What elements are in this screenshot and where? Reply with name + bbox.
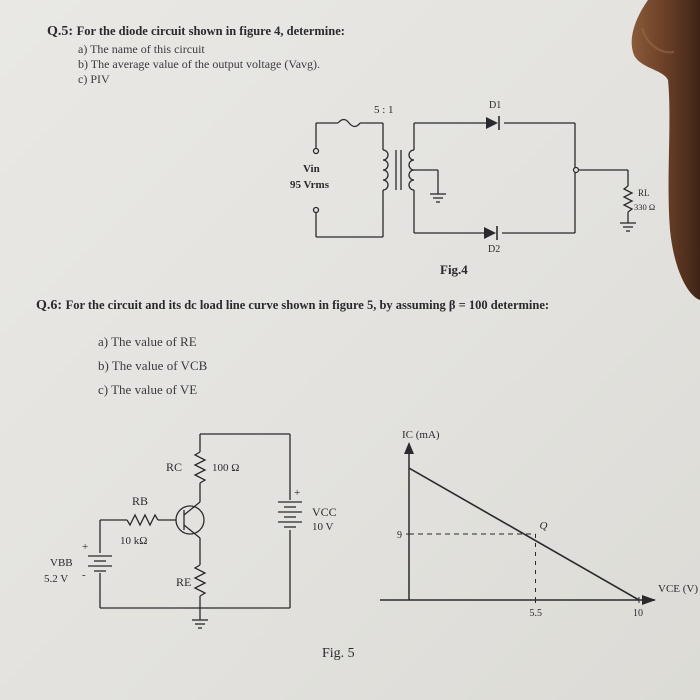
- rb-value: 10 kΩ: [120, 535, 148, 547]
- vbb-label: VBB: [50, 557, 73, 569]
- q6-number: Q.6:: [36, 298, 63, 313]
- vbb-value: 5.2 V: [44, 573, 69, 585]
- y-axis-arrow: [404, 442, 414, 454]
- d1-label: D1: [489, 100, 502, 111]
- load-line-chart: [370, 420, 700, 620]
- rc-value: 100 Ω: [212, 462, 240, 474]
- fig5-caption: Fig. 5: [322, 646, 355, 661]
- fig4-circuit: [0, 90, 700, 290]
- rc-label: RC: [166, 460, 183, 474]
- y-axis-label: IC (mA): [402, 429, 440, 441]
- vbb-battery: [88, 556, 112, 571]
- x-axis-arrow: [642, 595, 656, 605]
- q-point-label: Q: [539, 520, 548, 533]
- q6-item-b: b) The value of VCB: [98, 358, 208, 373]
- rb-label: RB: [132, 494, 149, 508]
- secondary-coil: [409, 150, 414, 190]
- diode-d2: [484, 226, 497, 240]
- output-terminal: [574, 168, 579, 173]
- chart-axes: [380, 444, 655, 600]
- rc-resistor: [195, 452, 205, 483]
- q6-item-a: a) The value of RE: [98, 334, 197, 349]
- fig5-circuit: [0, 420, 370, 640]
- q5-heading: [47, 24, 345, 40]
- x-axis-label: VCE (V): [658, 583, 699, 595]
- q5-number: Q.5:: [47, 24, 74, 39]
- rl-value: 330 Ω: [634, 202, 656, 212]
- re-label: RE: [176, 575, 192, 589]
- d2-label: D2: [488, 244, 501, 255]
- finger-photo-artifact: [628, 0, 700, 300]
- rl-label: RL: [638, 188, 650, 198]
- svg-text:+: +: [294, 487, 301, 499]
- q5-prompt: For the diode circuit shown in figure 4, determine:: [76, 24, 345, 38]
- vcc-label: VCC: [312, 505, 337, 519]
- y-tick-label: 9: [397, 530, 402, 542]
- load-line: [409, 468, 639, 600]
- x-tick-label: 5.5: [529, 608, 542, 619]
- q5-item-b: b) The average value of the output voltage (Vavg).: [78, 57, 321, 71]
- primary-coil: [383, 150, 388, 190]
- svg-text:+: +: [82, 541, 89, 553]
- re-resistor: [195, 565, 205, 596]
- fuse-symbol: [338, 120, 360, 127]
- vcc-value: 10 V: [312, 521, 334, 533]
- x-tick-label: 10: [633, 608, 643, 619]
- vcc-battery: [278, 502, 302, 527]
- turns-ratio-label: 5 : 1: [374, 104, 394, 116]
- vin-value: 95 Vrms: [290, 179, 330, 191]
- diode-d1: [486, 116, 499, 130]
- rb-resistor: [127, 515, 158, 525]
- q5-item-a: a) The name of this circuit: [78, 42, 205, 56]
- q5-item-c: c) PIV: [78, 72, 110, 86]
- q6-item-c: c) The value of VE: [98, 382, 198, 397]
- q6-prompt: For the circuit and its dc load line curve shown in figure 5, by assuming β = 100 determine:: [65, 298, 550, 312]
- svg-text:-: -: [82, 569, 86, 581]
- fig4-caption: Fig.4: [440, 262, 468, 277]
- vin-label: Vin: [303, 163, 320, 175]
- q6-heading: [36, 298, 549, 314]
